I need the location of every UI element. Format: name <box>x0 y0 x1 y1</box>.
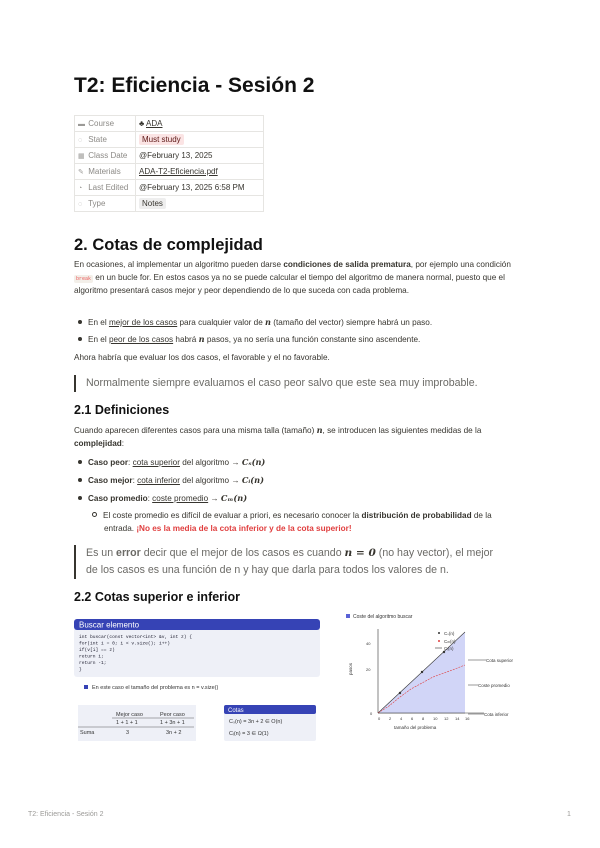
list-item-caso-peor: Caso peor: cota superior del algoritmo → Cₛ(n) <box>78 456 265 469</box>
x-tick: 0 <box>378 716 381 721</box>
list-item-worst-case: En el peor de los casos habrá n pasos, ya no sería una función constante sino ascendente. <box>78 333 420 346</box>
property-value[interactable]: Must study <box>136 132 264 148</box>
y-axis-label: pasos <box>348 662 353 675</box>
paragraph-evaluate: Ahora habría que evaluar los dos casos, el favorable y el no favorable. <box>74 353 330 362</box>
legend-entry: Cₛ(n) <box>444 631 455 636</box>
slide-image-buscar <box>74 617 320 747</box>
x-tick: 2 <box>389 716 392 721</box>
property-key: ▬ Course <box>75 116 136 132</box>
quote-worst-case: Normalmente siempre evaluamos el caso peor salvo que este sea muy improbable. <box>74 375 478 392</box>
table-cell: 3n + 2 <box>166 730 182 736</box>
property-key: ✎ Materials <box>75 164 136 180</box>
table-cell: 1 + 3n + 1 <box>160 720 185 726</box>
quote-error: Es un error decir que el mejor de los casos es cuando n = 0 (no hay vector), el mejor de los casos es una función de n y hay que darla para todos los valores de n. <box>74 545 493 579</box>
list-item-caso-mejor: Caso mejor: cota inferior del algoritmo → Cᵢ(n) <box>78 474 264 487</box>
chart-title: Coste del algoritmo buscar <box>353 614 413 620</box>
code-line: for(int i = 0; i < v.size(); i++) <box>79 641 170 647</box>
sublist-item-coste-promedio: El coste promedio es difícil de evaluar a priori, es necesario conocer la distribución de probabilidad de la <box>92 510 492 522</box>
cotas-title: Cotas <box>228 708 244 714</box>
x-tick: 16 <box>465 716 470 721</box>
table-cell: 3 <box>126 730 130 736</box>
cotas-row: Cᵢ(n) = 3 ∈ Ω(1) <box>229 731 269 737</box>
property-row[interactable] <box>75 116 264 132</box>
property-key: ◔ Last Edited <box>75 180 136 196</box>
attachment-icon: ✎ <box>78 169 84 176</box>
section-heading-definiciones: 2.1 Definiciones <box>74 403 170 417</box>
property-key: ▦ Class Date <box>75 148 136 164</box>
y-tick: 40 <box>366 641 371 646</box>
table-col: Mejor caso <box>116 712 143 718</box>
calendar-icon: ▦ <box>78 153 85 160</box>
cotas-row: Cₛ(n) = 3n + 2 ∈ O(n) <box>229 719 283 725</box>
annotation-lower: Cota inferior <box>484 712 509 717</box>
annotation-upper: Cota superior <box>486 658 514 663</box>
section-heading-cotas-superior-inferior: 2.2 Cotas superior e inferior <box>74 590 241 604</box>
code-line: return i; <box>79 654 104 660</box>
property-value[interactable]: @February 13, 2025 6:58 PM <box>136 180 264 196</box>
table-col: Peor caso <box>160 712 185 718</box>
state-icon: ◌ <box>78 137 83 144</box>
paragraph-intro: En ocasiones, al implementar un algoritmo pueden darse condiciones de salida prematura, por ejemplo una condición break en un bucle for. En estos casos ya no se puede calcular el tiempo del algoritmo de manera normal, puesto que el algoritmo presentará casos mejor y peor dependiendo de lo que suceda con cada problema. <box>74 260 511 296</box>
code-line: return -1; <box>79 661 107 666</box>
list-item-best-case: En el mejor de los casos para cualquier valor de n (tamaño del vector) siempre habrá un paso. <box>78 316 432 329</box>
property-row[interactable] <box>75 196 264 212</box>
code-line: int buscar(const vector<int> &v, int z) { <box>79 635 193 640</box>
y-tick: 0 <box>370 711 373 716</box>
property-key: ◌ State <box>75 132 136 148</box>
slide-title: Buscar elemento <box>79 620 140 630</box>
property-row[interactable] <box>75 180 264 196</box>
property-value[interactable]: ♣ ADA <box>136 116 264 132</box>
table-cell: Suma <box>80 730 95 736</box>
y-tick: 20 <box>366 667 371 672</box>
property-value[interactable]: @February 13, 2025 <box>136 148 264 164</box>
legend-entry: Cₘ(n) <box>444 639 456 644</box>
x-tick: 12 <box>444 716 449 721</box>
inline-code-break: break <box>76 275 92 282</box>
properties-table <box>74 115 264 212</box>
paragraph-definitions: Cuando aparecen diferentes casos para una misma talla (tamaño) n, se introducen las siguientes medidas de la complejidad: <box>74 425 482 448</box>
x-tick: 10 <box>433 716 438 721</box>
sublist-item-coste-promedio-cont: entrada. ¡No es la media de la cota inferior y de la cota superior! <box>104 524 352 533</box>
slide-note: En este caso el tamaño del problema es n = v.size() <box>92 685 219 691</box>
chart-image-coste <box>344 611 524 733</box>
table-cell: 1 + 1 + 1 <box>116 720 138 726</box>
code-line: if(v[i] == z) <box>79 648 115 653</box>
chart-coste-svg <box>344 611 524 733</box>
x-tick: 6 <box>411 716 414 721</box>
property-value[interactable]: ADA-T2-Eficiencia.pdf <box>136 164 264 180</box>
x-tick: 4 <box>400 716 403 721</box>
list-item-caso-promedio: Caso promedio: coste promedio → Cₘ(n) <box>78 492 247 505</box>
property-value[interactable]: Notes <box>136 196 264 212</box>
section-heading-cotas: 2. Cotas de complejidad <box>74 236 263 254</box>
clock-icon: ◔ <box>78 185 83 192</box>
x-axis-label: tamaño del problema <box>394 725 437 730</box>
slide-buscar-elemento-svg <box>74 617 320 747</box>
annotation-mid: Coste promedio <box>478 683 510 688</box>
property-row[interactable] <box>75 164 264 180</box>
x-tick: 8 <box>422 716 425 721</box>
property-row[interactable] <box>75 132 264 148</box>
property-key: ◌ Type <box>75 196 136 212</box>
legend-entry: Cᵢ(n) <box>444 646 454 651</box>
code-line: } <box>79 667 82 673</box>
property-row[interactable] <box>75 148 264 164</box>
page-title: T2: Eficiencia - Sesión 2 <box>74 74 315 97</box>
x-tick: 14 <box>455 716 460 721</box>
footer-page-number: 1 <box>567 811 571 818</box>
footer-title: T2: Eficiencia - Sesión 2 <box>28 811 104 818</box>
type-icon: ◌ <box>78 201 83 208</box>
course-icon: ▬ <box>78 121 85 128</box>
